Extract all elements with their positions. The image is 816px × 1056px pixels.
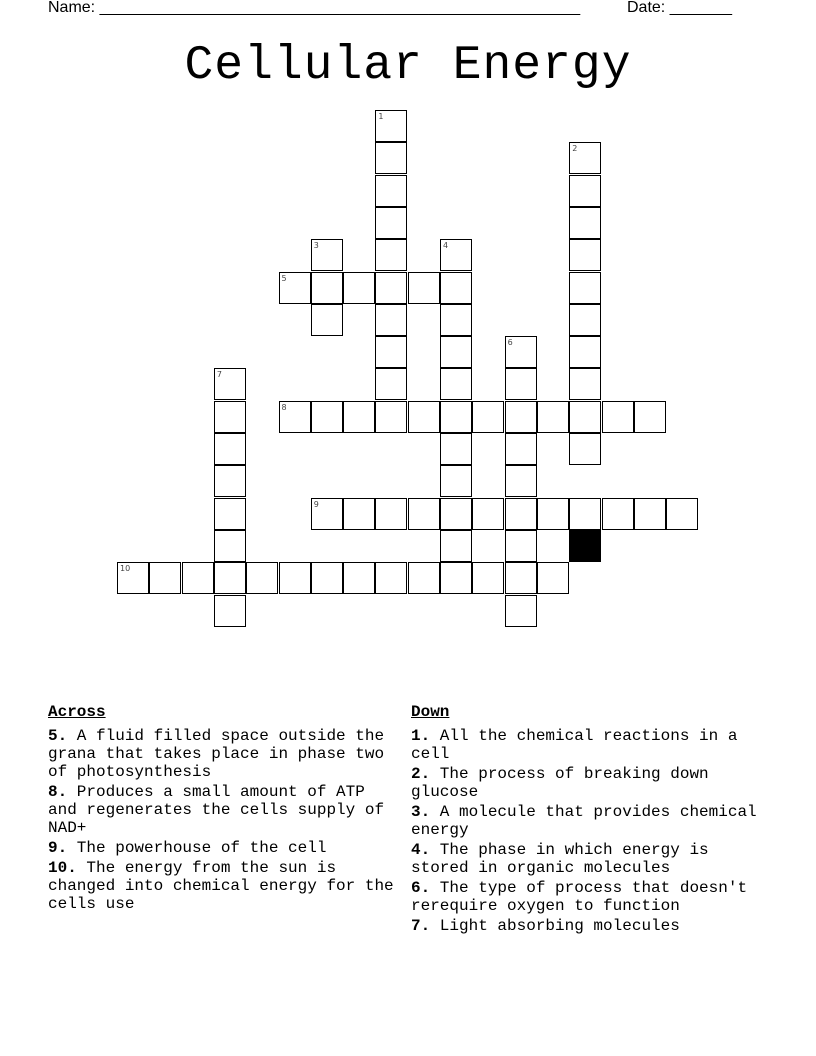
clue-item-number: 8. — [48, 783, 68, 801]
grid-cell[interactable] — [440, 433, 472, 465]
grid-cell[interactable] — [569, 239, 601, 271]
grid-cell[interactable] — [343, 401, 375, 433]
clue-number: 9 — [313, 499, 319, 509]
grid-cell[interactable] — [214, 401, 246, 433]
across-clues — [48, 703, 400, 915]
clue-item-text: A fluid filled space outside the grana that takes place in phase two of photosynthesis — [48, 727, 385, 781]
grid-cell[interactable] — [279, 401, 311, 433]
grid-cell[interactable] — [214, 498, 246, 530]
clue-item-text: Produces a small amount of ATP and regenerates the cells supply of NAD+ — [48, 783, 385, 837]
clue-number: 2 — [572, 144, 578, 154]
grid-cell[interactable] — [311, 272, 343, 304]
clue-item-text: All the chemical reactions in a cell — [411, 727, 738, 763]
clue-item-number: 6. — [411, 879, 431, 897]
grid-cell[interactable] — [375, 368, 407, 400]
clue-item-text: The phase in which energy is stored in organic molecules — [411, 841, 709, 877]
page-title: Cellular Energy — [184, 39, 632, 93]
grid-cell[interactable] — [149, 562, 181, 594]
grid-cell[interactable] — [214, 562, 246, 594]
grid-cell[interactable] — [569, 142, 601, 174]
clue-item-number: 4. — [411, 841, 431, 859]
grid-cell[interactable] — [537, 562, 569, 594]
grid-cell[interactable] — [569, 336, 601, 368]
grid-cell[interactable] — [505, 498, 537, 530]
grid-cell[interactable] — [505, 595, 537, 627]
grid-cell[interactable] — [505, 401, 537, 433]
grid-cell[interactable] — [375, 142, 407, 174]
grid-cell[interactable] — [569, 304, 601, 336]
grid-cell[interactable] — [505, 336, 537, 368]
grid-cell[interactable] — [569, 207, 601, 239]
grid-cell[interactable] — [343, 498, 375, 530]
grid-cell[interactable] — [537, 401, 569, 433]
grid-cell[interactable] — [408, 498, 440, 530]
clue-item — [48, 839, 400, 857]
grid-cell[interactable] — [440, 562, 472, 594]
grid-cell[interactable] — [472, 498, 504, 530]
clue-item — [48, 727, 400, 781]
grid-cell[interactable] — [634, 401, 666, 433]
grid-cell[interactable] — [537, 498, 569, 530]
grid-cell[interactable] — [375, 239, 407, 271]
grid-cell[interactable] — [440, 465, 472, 497]
clue-item-number: 2. — [411, 765, 431, 783]
grid-cell[interactable] — [408, 401, 440, 433]
grid-cell[interactable] — [408, 562, 440, 594]
grid-cell[interactable] — [602, 401, 634, 433]
grid-cell[interactable] — [214, 595, 246, 627]
clue-item-number: 10. — [48, 859, 77, 877]
grid-cell[interactable] — [569, 368, 601, 400]
grid-cell[interactable] — [375, 336, 407, 368]
grid-cell[interactable] — [440, 498, 472, 530]
clue-number: 10 — [120, 564, 131, 574]
grid-cell[interactable] — [440, 239, 472, 271]
grid-cell[interactable] — [117, 562, 149, 594]
grid-cell[interactable] — [505, 562, 537, 594]
grid-cell[interactable] — [440, 401, 472, 433]
grid-cell[interactable] — [375, 110, 407, 142]
black-cell — [569, 530, 601, 562]
grid-cell[interactable] — [343, 272, 375, 304]
grid-cell[interactable] — [279, 272, 311, 304]
clue-number: 7 — [216, 370, 222, 380]
grid-cell[interactable] — [440, 368, 472, 400]
grid-cell[interactable] — [375, 272, 407, 304]
grid-cell[interactable] — [375, 498, 407, 530]
grid-cell[interactable] — [343, 562, 375, 594]
clue-item-text: The energy from the sun is changed into chemical energy for the cells use — [48, 859, 394, 913]
grid-cell[interactable] — [311, 401, 343, 433]
grid-cell[interactable] — [505, 368, 537, 400]
grid-cell[interactable] — [440, 304, 472, 336]
grid-cell[interactable] — [569, 433, 601, 465]
clue-item — [411, 917, 771, 935]
date-field[interactable]: Date: _______ — [627, 0, 732, 16]
grid-cell[interactable] — [375, 562, 407, 594]
grid-cell[interactable] — [214, 530, 246, 562]
clue-item-number: 7. — [411, 917, 431, 935]
grid-cell[interactable] — [375, 304, 407, 336]
grid-cell[interactable] — [569, 401, 601, 433]
grid-cell[interactable] — [375, 175, 407, 207]
clue-item — [411, 727, 771, 763]
grid-cell[interactable] — [505, 433, 537, 465]
grid-cell[interactable] — [375, 401, 407, 433]
grid-cell[interactable] — [634, 498, 666, 530]
grid-cell[interactable] — [311, 239, 343, 271]
grid-cell[interactable] — [182, 562, 214, 594]
clue-number: 4 — [443, 241, 449, 251]
clue-number: 6 — [507, 338, 513, 348]
grid-cell[interactable] — [214, 465, 246, 497]
clue-item-text: Light absorbing molecules — [430, 917, 680, 935]
clue-number: 3 — [313, 241, 319, 251]
clue-item-text: The type of process that doesn't rerequire oxygen to function — [411, 879, 748, 915]
grid-cell[interactable] — [246, 562, 278, 594]
grid-cell[interactable] — [569, 498, 601, 530]
grid-cell[interactable] — [472, 401, 504, 433]
clue-item — [48, 783, 400, 837]
grid-cell[interactable] — [408, 272, 440, 304]
grid-cell[interactable] — [214, 368, 246, 400]
clue-item — [411, 765, 771, 801]
grid-cell[interactable] — [505, 530, 537, 562]
clue-item-number: 9. — [48, 839, 68, 857]
grid-cell[interactable] — [569, 175, 601, 207]
clue-item — [411, 841, 771, 877]
clue-item — [411, 803, 771, 839]
clue-item-text: The powerhouse of the cell — [67, 839, 327, 857]
clue-item — [48, 859, 400, 913]
grid-cell[interactable] — [311, 562, 343, 594]
grid-cell[interactable] — [666, 498, 698, 530]
grid-cell[interactable] — [440, 530, 472, 562]
grid-cell[interactable] — [311, 304, 343, 336]
grid-cell[interactable] — [569, 272, 601, 304]
grid-cell[interactable] — [440, 336, 472, 368]
clue-item-number: 5. — [48, 727, 68, 745]
name-field[interactable]: Name: ______________________________________________________ — [48, 0, 581, 16]
clue-item-number: 3. — [411, 803, 431, 821]
grid-cell[interactable] — [472, 562, 504, 594]
grid-cell[interactable] — [440, 272, 472, 304]
grid-cell[interactable] — [505, 465, 537, 497]
clue-number: 5 — [281, 273, 287, 283]
clue-item — [411, 879, 771, 915]
down-heading: Down — [411, 703, 450, 721]
header — [0, 0, 816, 20]
grid-cell[interactable] — [279, 562, 311, 594]
clue-item-text: The process of breaking down glucose — [411, 765, 709, 801]
grid-cell[interactable] — [311, 498, 343, 530]
across-heading: Across — [48, 703, 106, 721]
grid-cell[interactable] — [214, 433, 246, 465]
down-clues — [411, 703, 771, 937]
grid-cell[interactable] — [602, 498, 634, 530]
clue-item-number: 1. — [411, 727, 431, 745]
clue-item-text: A molecule that provides chemical energy — [411, 803, 757, 839]
clue-number: 8 — [281, 402, 287, 412]
grid-cell[interactable] — [375, 207, 407, 239]
clue-number: 1 — [378, 112, 384, 121]
